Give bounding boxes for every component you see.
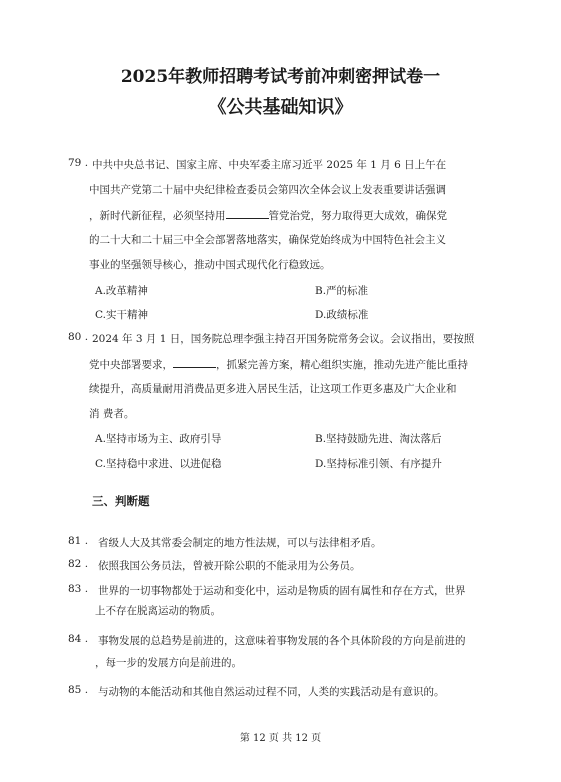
question-text-line: 世界的一切事物都处于运动和变化中，运动是物质的固有属性和存在方式，世界: [98, 585, 466, 597]
question-text-line: 中国共产党第二十届中央纪律检查委员会第四次全体会议上发表重要讲话强调: [89, 184, 446, 196]
option-b: B.严的标准: [315, 285, 369, 297]
question-text-segment: 党中央部署要求，: [89, 359, 173, 371]
question-number: 79 .: [68, 157, 89, 169]
question-text-line: 的二十大和二十届三中全会部署落地落实，确保党始终成为中国特色社会主义: [89, 234, 446, 246]
question-text-line: [89, 207, 447, 223]
question-text-line: 2024 年 3 月 1 日，国务院总理李强主持召开国务院常务会议。会议指出，要按照: [92, 333, 475, 345]
question-text-line: 续提升，高质量耐用消费品更多进入居民生活，让这项工作更多惠及广大企业和: [89, 383, 457, 395]
question-number: 81 .: [68, 535, 89, 547]
question-text-line: 事物发展的总趋势是前进的，这意味着事物发展的各个具体阶段的方向是前进的: [98, 635, 466, 647]
option-d: D.坚持标准引领、有序提升: [315, 458, 442, 470]
question-number: 84 .: [68, 633, 89, 645]
question-text-segment: 管党治党，努力取得更大成效，确保党: [268, 210, 447, 222]
option-c: C.实干精神: [95, 309, 148, 321]
question-number: 80 .: [68, 331, 89, 343]
exam-title: 2025年教师招聘考试考前冲刺密押试卷一: [120, 67, 441, 87]
option-a: A.坚持市场为主、政府引导: [95, 433, 222, 445]
option-d: D.政绩标准: [315, 309, 369, 321]
page-footer: 第 12 页 共 12 页: [239, 733, 322, 744]
exam-subtitle: 《公共基础知识》: [208, 97, 353, 118]
answer-blank: [226, 207, 269, 219]
question-text-line: 省级人大及其常委会制定的地方性法规，可以与法律相矛盾。: [98, 537, 382, 549]
question-text-segment: ，新时代新征程，必须坚持用: [89, 210, 226, 222]
question-text-line: 中共中央总书记、国家主席、中央军委主席习近平 2025 年 1 月 6 日上午在: [92, 159, 447, 171]
question-text-line: 与动物的本能活动和其他自然运动过程不同，人类的实践活动是有意识的。: [98, 686, 445, 698]
option-b: B.坚持鼓励先进、淘汰落后: [315, 433, 442, 445]
question-text-line: 消 费者。: [89, 408, 135, 420]
question-text-segment: ，抓紧完善方案，精心组织实施，推动先进产能比重持: [216, 359, 468, 371]
option-c: C.坚持稳中求进、以进促稳: [95, 458, 222, 470]
question-text-line: 依照我国公务员法，曾被开除公职的不能录用为公务员。: [98, 560, 361, 572]
option-a: A.改革精神: [95, 285, 148, 297]
question-number: 82 .: [68, 558, 89, 570]
answer-blank: [173, 356, 216, 368]
question-text-line: 上不存在脱离运动的物质。: [95, 605, 221, 617]
question-number: 83 .: [68, 583, 89, 595]
question-text-line: ，每一步的发展方向是前进的。: [95, 657, 242, 669]
question-text-line: 事业的坚强领导核心，推动中国式现代化行稳致远。: [89, 259, 331, 271]
question-text-line: [89, 356, 468, 372]
section-heading: 三、判断题: [92, 494, 150, 508]
question-number: 85 .: [68, 684, 89, 696]
